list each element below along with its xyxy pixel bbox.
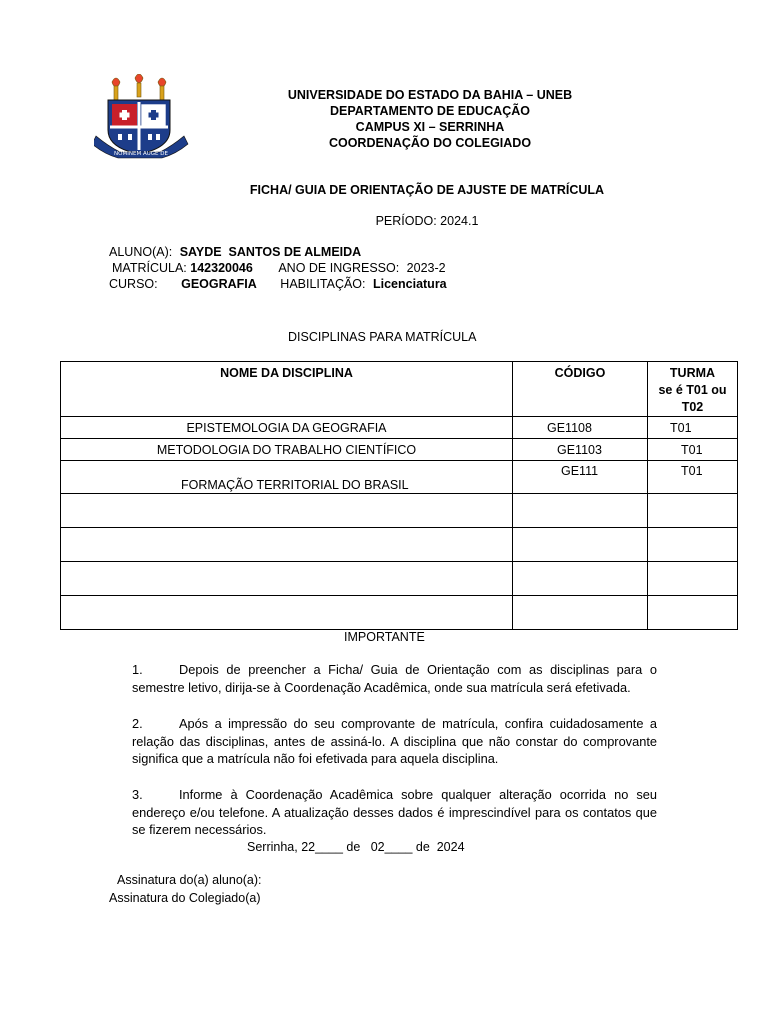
student-signature-label: Assinatura do(a) aluno(a): (117, 873, 262, 887)
table-title: DISCIPLINAS PARA MATRÍCULA (288, 330, 477, 344)
empty-cell (61, 494, 513, 528)
table-header-row (61, 362, 738, 417)
student-id: 142320046 (190, 261, 253, 275)
item-number: 3. (132, 787, 143, 802)
student-name-row (109, 245, 361, 259)
header-class (648, 362, 738, 417)
qualification: Licenciatura (373, 277, 447, 291)
department-name: DEPARTAMENTO DE EDUCAÇÃO (329, 104, 530, 118)
logo-motto: NOMINEM AUGE DE (114, 151, 168, 157)
campus-name: CAMPUS XI – SERRINHA (355, 120, 505, 134)
empty-cell (648, 494, 738, 528)
student-name: SAYDE SANTOS DE ALMEIDA (179, 245, 362, 259)
table-row-empty (61, 596, 738, 630)
course-row (109, 277, 447, 291)
important-item-3 (132, 786, 657, 839)
table-row-empty (61, 494, 738, 528)
university-name: UNIVERSIDADE DO ESTADO DA BAHIA – UNEB (287, 88, 573, 102)
table-row-empty (61, 562, 738, 596)
empty-cell (648, 596, 738, 630)
subject-class: T01 (648, 461, 738, 494)
student-id-row (112, 261, 446, 275)
date-line: Serrinha, 22____ de 02____ de 2024 (247, 840, 465, 854)
subject-code: GE111 (513, 461, 648, 494)
subject-class: T01 (648, 417, 738, 439)
empty-cell (513, 562, 648, 596)
important-item-1 (132, 661, 657, 696)
subject-code: GE1108 (513, 417, 648, 439)
important-item-2 (132, 715, 657, 768)
form-title: FICHA/ GUIA DE ORIENTAÇÃO DE AJUSTE DE MATRÍCULA (249, 183, 605, 197)
header-subject-name: NOME DA DISCIPLINA (61, 362, 513, 417)
coordination-name: COORDENAÇÃO DO COLEGIADO (328, 136, 532, 150)
qualification-label: HABILITAÇÃO: (280, 277, 366, 291)
table-row-empty (61, 528, 738, 562)
table-row (61, 439, 738, 461)
header-class-line2: se é T01 ou (658, 383, 727, 397)
table-row (61, 461, 738, 494)
empty-cell (513, 528, 648, 562)
subject-name: METODOLOGIA DO TRABALHO CIENTÍFICO (61, 439, 513, 461)
student-id-label: MATRÍCULA: (112, 261, 187, 275)
empty-cell (648, 562, 738, 596)
course: GEOGRAFIA (181, 277, 257, 291)
board-signature-label: Assinatura do Colegiado(a) (109, 891, 261, 905)
subject-name: FORMAÇÃO TERRITORIAL DO BRASIL (61, 461, 513, 494)
entry-year: 2023-2 (406, 261, 446, 275)
item-number: 1. (132, 662, 143, 677)
empty-cell (648, 528, 738, 562)
item-text: Após a impressão do seu comprovante de matrícula, confira cuidadosamente a relação das disciplinas, antes de assiná-lo. A disciplina que não constar do comprovante significa que a matrícula não foi efetivada para aquela disciplina. (132, 716, 657, 766)
item-number: 2. (132, 716, 143, 731)
empty-cell (513, 596, 648, 630)
entry-year-label: ANO DE INGRESSO: (278, 261, 400, 275)
important-title: IMPORTANTE (344, 630, 425, 644)
header-code: CÓDIGO (513, 362, 648, 417)
empty-cell (61, 528, 513, 562)
empty-cell (61, 596, 513, 630)
empty-cell (61, 562, 513, 596)
table-row (61, 417, 738, 439)
subject-code: GE1103 (513, 439, 648, 461)
empty-cell (513, 494, 648, 528)
period: PERÍODO: 2024.1 (375, 214, 479, 228)
subject-class: T01 (648, 439, 738, 461)
student-name-label: ALUNO(A): (109, 245, 173, 259)
subjects-table (60, 361, 738, 630)
header-class-line1: TURMA (669, 366, 716, 380)
item-text: Depois de preencher a Ficha/ Guia de Orientação com as disciplinas para o semestre letivo, dirija-se à Coordenação Acadêmica, onde sua matrícula será efetivada. (132, 662, 657, 695)
item-text: Informe à Coordenação Acadêmica sobre qualquer alteração ocorrida no seu endereço e/ou telefone. A atualização desses dados é imprescindível para os contatos que se fizerem necessários. (132, 787, 657, 837)
course-label: CURSO: (109, 277, 158, 291)
subject-name: EPISTEMOLOGIA DA GEOGRAFIA (61, 417, 513, 439)
header-class-line3: T02 (681, 400, 704, 414)
